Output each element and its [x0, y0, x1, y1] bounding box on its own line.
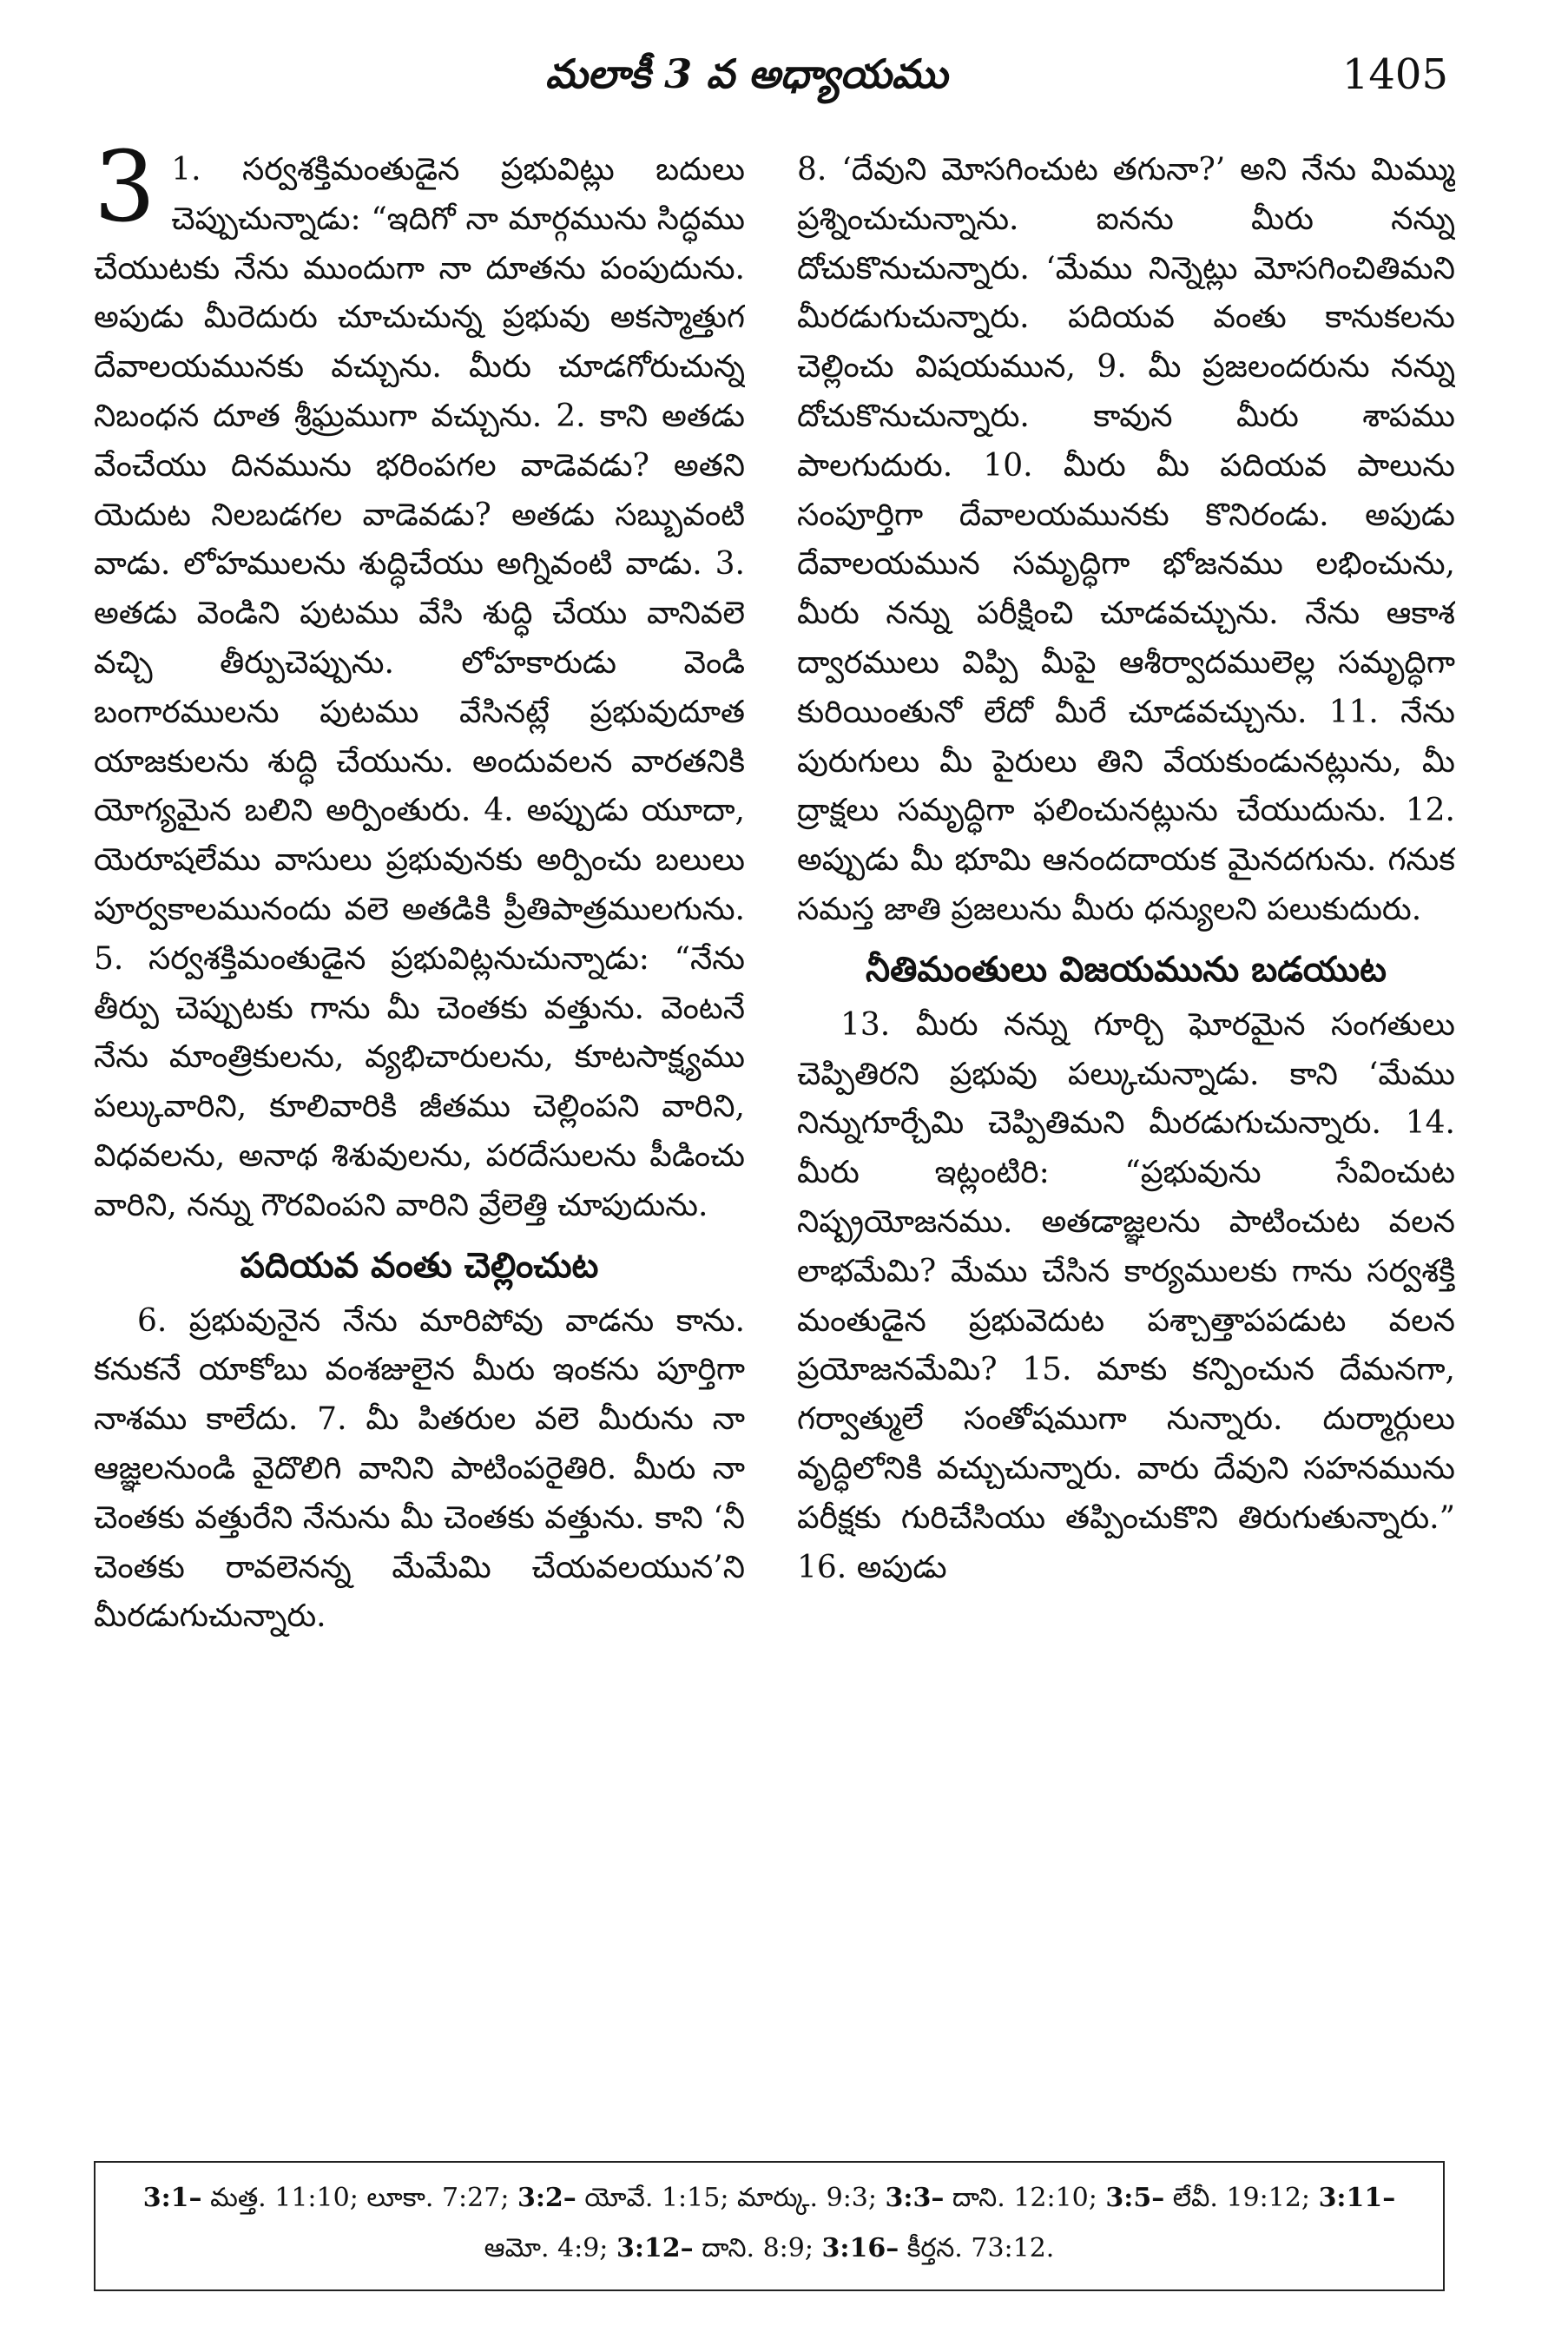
footnote-item: 3:16– కీర్తన. 73:12. — [821, 2233, 1055, 2263]
footnote-item: 3:12– దాని. 8:9; — [616, 2233, 822, 2263]
chapter-number: 3 — [94, 146, 156, 244]
footnote-item: 3:5– లేవీ. 19:12; — [1105, 2183, 1319, 2213]
left-column — [94, 146, 745, 2143]
verses-13-16: 13. మీరు నన్ను గూర్చి ఘోరమైన సంగతులు చెప్పితిరని ప్రభువు పల్కుచున్నాడు. కాని ‘మేము నిన్నుగూర్చేమి చెప్పితిమని మీరడుగుచున్నారు. 14. మీరు ఇట్లంటిరి: “ప్రభువును సేవించుట నిష్ప్రయోజనము. అతడాజ్ఞలను పాటించుట వలన లాభమేమి? మేము చేసిన కార్యములకు గాను సర్వశక్తి మంతుడైన ప్రభువెదుట పశ్చాత్తాపపడుట వలన ప్రయోజనమేమి? 15. మాకు కన్పించున దేమనగా, గర్వాత్ములే సంతోషముగా నున్నారు. దుర్మార్గులు వృద్ధిలోనికి వచ్చుచున్నారు. వారు దేవుని సహనమును పరీక్షకు గురిచేసియు తప్పించుకొని తిరుగుతున్నారు.” 16. అపుడు — [797, 1006, 1455, 1585]
verses-6-7: 6. ప్రభువునైన నేను మారిపోవు వాడను కాను. కనుకనే యాకోబు వంశజులైన మీరు ఇంకను పూర్తిగా నాశము కాలేదు. 7. మీ పితరుల వలె మీరును నా ఆజ్ఞలనుండి వైదొలిగి వానిని పాటింపరైతిరి. మీరు నా చెంతకు వత్తురేని నేనును మీ చెంతకు వత్తును. కాని ‘నీ చెంతకు రావలెనన్న మేమేమి చేయవలయున’ని మీరడుగుచున్నారు. — [94, 1302, 745, 1635]
footnote-item: 3:1– మత్త. 11:10; లూకా. 7:27; — [142, 2183, 517, 2213]
right-column — [797, 146, 1455, 2143]
footnote-item: 3:3– దాని. 12:10; — [885, 2183, 1106, 2213]
page-number: 1405 — [1341, 50, 1448, 99]
verses-8-12: 8. ‘దేవుని మోసగించుట తగునా?’ అని నేను మిమ్ము ప్రశ్నించుచున్నాను. ఐనను మీరు నన్ను దోచుకొనుచున్నారు. ‘మేము నిన్నెట్లు మోసగించితిమని మీరడుగుచున్నారు. పదియవ వంతు కానుకలను చెల్లించు విషయమున, 9. మీ ప్రజలందరును నన్ను దోచుకొనుచున్నారు. కావున మీరు శాపము పాలగుదురు. 10. మీరు మీ పదియవ పాలును సంపూర్తిగా దేవాలయమునకు కొనిరండు. అపుడు దేవాలయమున సమృద్ధిగా భోజనము లభించును, మీరు నన్ను పరీక్షించి చూడవచ్చును. నేను ఆకాశ ద్వారములు విప్పి మీపై ఆశీర్వాదములెల్ల సమృద్ధిగా కురియింతునో లేదో మీరే చూడవచ్చును. 11. నేను పురుగులు మీ పైరులు తిని వేయకుండునట్లును, మీ ద్రాక్షలు సమృద్ధిగా ఫలించునట్లును చేయుదును. 12. అప్పుడు మీ భూమి ఆనందదాయక మైనదగును. గనుక సమస్త జాతి ప్రజలును మీరు ధన్యులని పలుకుదురు. — [797, 152, 1455, 927]
footnote-item: 3:11– ఆమో. 4:9; — [484, 2183, 1396, 2263]
running-title: మలాకీ 3 వ అధ్యాయము — [545, 50, 948, 97]
footnote-item: 3:2– యోవే. 1:15; మార్కు. 9:3; — [517, 2183, 886, 2213]
cross-reference-box — [94, 2161, 1445, 2291]
verse-paragraph — [94, 146, 745, 1231]
section-heading: నీతిమంతులు విజయమును బడయుట — [866, 948, 1387, 990]
page-header — [94, 50, 1448, 111]
verses-1-5: 1. సర్వశక్తిమంతుడైన ప్రభువిట్లు బదులు చెప్పుచున్నాడు: “ఇదిగో నా మార్గమును సిద్ధము చేయుటకు నేను ముందుగా నా దూతను పంపుదును. అపుడు మీరెదురు చూచుచున్న ప్రభువు అకస్మాత్తుగ దేవాలయమునకు వచ్చును. మీరు చూడగోరుచున్న నిబంధన దూత శ్రీఘ్రముగా వచ్చును. 2. కాని అతడు వేంచేయు దినమును భరింపగల వాడెవడు? అతని యెదుట నిలబడగల వాడెవడు? అతడు సబ్బువంటి వాడు. లోహములను శుద్ధిచేయు అగ్నివంటి వాడు. 3. అతడు వెండిని పుటము వేసి శుద్ధి చేయు వానివలె వచ్చి తీర్పుచెప్పును. లోహకారుడు వెండి బంగారములను పుటము వేసినట్లే ప్రభువుదూత యాజకులను శుద్ధి చేయును. అందువలన వారతనికి యోగ్యమైన బలిని అర్పింతురు. 4. అప్పుడు యూదా, యెరూషలేము వాసులు ప్రభువునకు అర్పించు బలులు పూర్వకాలమునందు వలె అతడికి ప్రీతిపాత్రములగును. 5. సర్వశక్తిమంతుడైన ప్రభువిట్లనుచున్నాడు: “నేను తీర్పు చెప్పుటకు గాను మీ చెంతకు వత్తును. వెంటనే నేను మాంత్రికులను, వ్యభిచారులను, కూటసాక్ష్యము పల్కువారిని, కూలివారికి జీతము చెల్లింపని వారిని, విధవలను, అనాథ శిశువులను, పరదేసులను పీడించు వారిని, నన్ను గౌరవింపని వారిని వ్రేలెత్తి చూపుదును. — [94, 152, 745, 1223]
section-heading: పదియవ వంతు చెల్లించుట — [240, 1244, 599, 1286]
